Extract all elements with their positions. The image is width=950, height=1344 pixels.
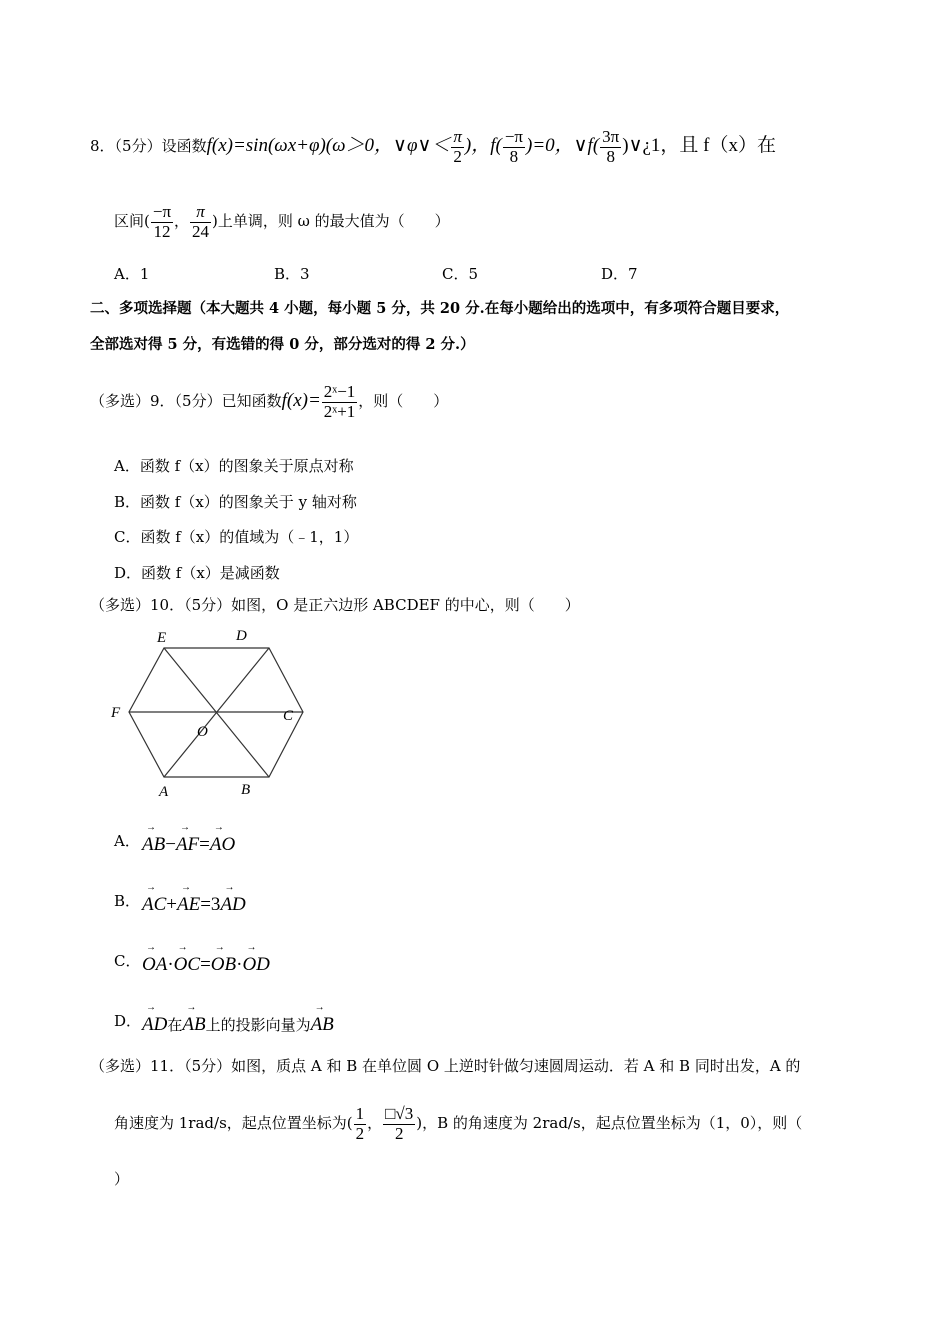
q8-option-d: D．7	[601, 265, 638, 283]
q8-option-b: B．3	[274, 265, 310, 283]
q10-option-a-expr: → AB−→ AF=→ AO	[142, 834, 235, 856]
label-o: O	[197, 724, 208, 740]
q11-frac-sqrt3-2: $\frac{□√3}{2}$	[385, 1104, 414, 1143]
q9-stem: （多选）9．（5分）已知函数f(x)= $\frac{\text{2ˣ−1}}{\text{2ˣ+1}}$ ，则（ ）	[90, 382, 449, 421]
q10-option-d: D．	[114, 1012, 142, 1030]
q8-option-c: C．5	[442, 265, 479, 283]
q9-option-a: A．函数 f（x）的图象关于原点对称	[114, 457, 354, 475]
section2-heading-line2: 全部选对得 5 分，有选错的得 0 分，部分选对的得 2 分.）	[90, 336, 475, 353]
q8-frac-neg-pi-12: $\frac{-\pi}{12}$	[152, 202, 172, 241]
q11-stem-line3: ）	[114, 1170, 130, 1188]
q11-stem-line2: 角速度为 1rad/s，起点位置坐标为( $\frac{1}{2}$ ， $\frac{□√3}{2}$ )，B 的角速度为 2rad/s，起点位置坐标为（1，0），则（	[114, 1104, 803, 1143]
q8-option-a: A．1	[114, 265, 150, 283]
q10-option-c-expr: → OA·→ OC=→ OB·→ OD	[142, 954, 270, 976]
label-c: C	[283, 708, 294, 724]
q8-stem: 8．（5分）设函数f(x)=sin(ωx+φ)(ω＞0，∨φ∨＜ $\frac{\pi}{2}$ )，f( $\frac{-\pi}{8}$ )=0，∨f( $\frac{3\pi}{8}$ )∨¿1，且 f（x）在	[90, 127, 777, 166]
q10-option-b: B．	[114, 892, 141, 910]
q8-stem-line2: 区间( $\frac{-\pi}{12}$ ， $\frac{\pi}{24}$ )上单调，则 ω 的最大值为（ ）	[114, 202, 450, 241]
q9-fraction: $\frac{\text{2ˣ−1}}{\text{2ˣ+1}}$	[323, 382, 356, 421]
label-d: D	[236, 628, 247, 644]
q10-option-c: C．	[114, 952, 141, 970]
q10-option-d-expr: → AD在→ AB上的投影向量为→ AB	[142, 1014, 334, 1036]
q11-stem-line1: （多选）11．（5分）如图，质点 A 和 B 在单位圆 O 上逆时针做匀速圆周运动．若 A 和 B 同时出发，A 的	[90, 1057, 801, 1075]
q9-option-c: C．函数 f（x）的值域为（﹣1，1）	[114, 528, 359, 546]
section2-heading-line1: 二、多项选择题（本大题共 4 小题，每小题 5 分，共 20 分.在每小题给出的选项中，有多项符合题目要求，	[90, 300, 790, 317]
q9-option-b: B．函数 f（x）的图象关于 y 轴对称	[114, 493, 357, 511]
label-e: E	[157, 630, 167, 646]
label-b: B	[241, 782, 251, 798]
label-a: A	[159, 784, 169, 800]
q8-frac-3pi-8: $\frac{3\pi}{8}$	[602, 127, 620, 166]
q11-frac-1-2: $\frac{1}{2}$	[355, 1104, 365, 1143]
label-f: F	[111, 705, 121, 721]
q8-frac-neg-pi-8: $\frac{-\pi}{8}$	[504, 127, 523, 166]
q8-frac-pi-2: $\frac{\pi}{2}$	[453, 127, 462, 166]
q8-frac-pi-24: $\frac{\pi}{24}$	[192, 202, 210, 241]
hexagon-figure	[105, 622, 305, 802]
q10-stem: （多选）10．（5分）如图，O 是正六边形 ABCDEF 的中心，则（ ）	[90, 596, 580, 614]
q9-option-d: D．函数 f（x）是减函数	[114, 564, 280, 582]
q10-option-a: A．	[114, 832, 140, 850]
q10-option-b-expr: → AC+→ AE=3→ AD	[142, 894, 246, 916]
